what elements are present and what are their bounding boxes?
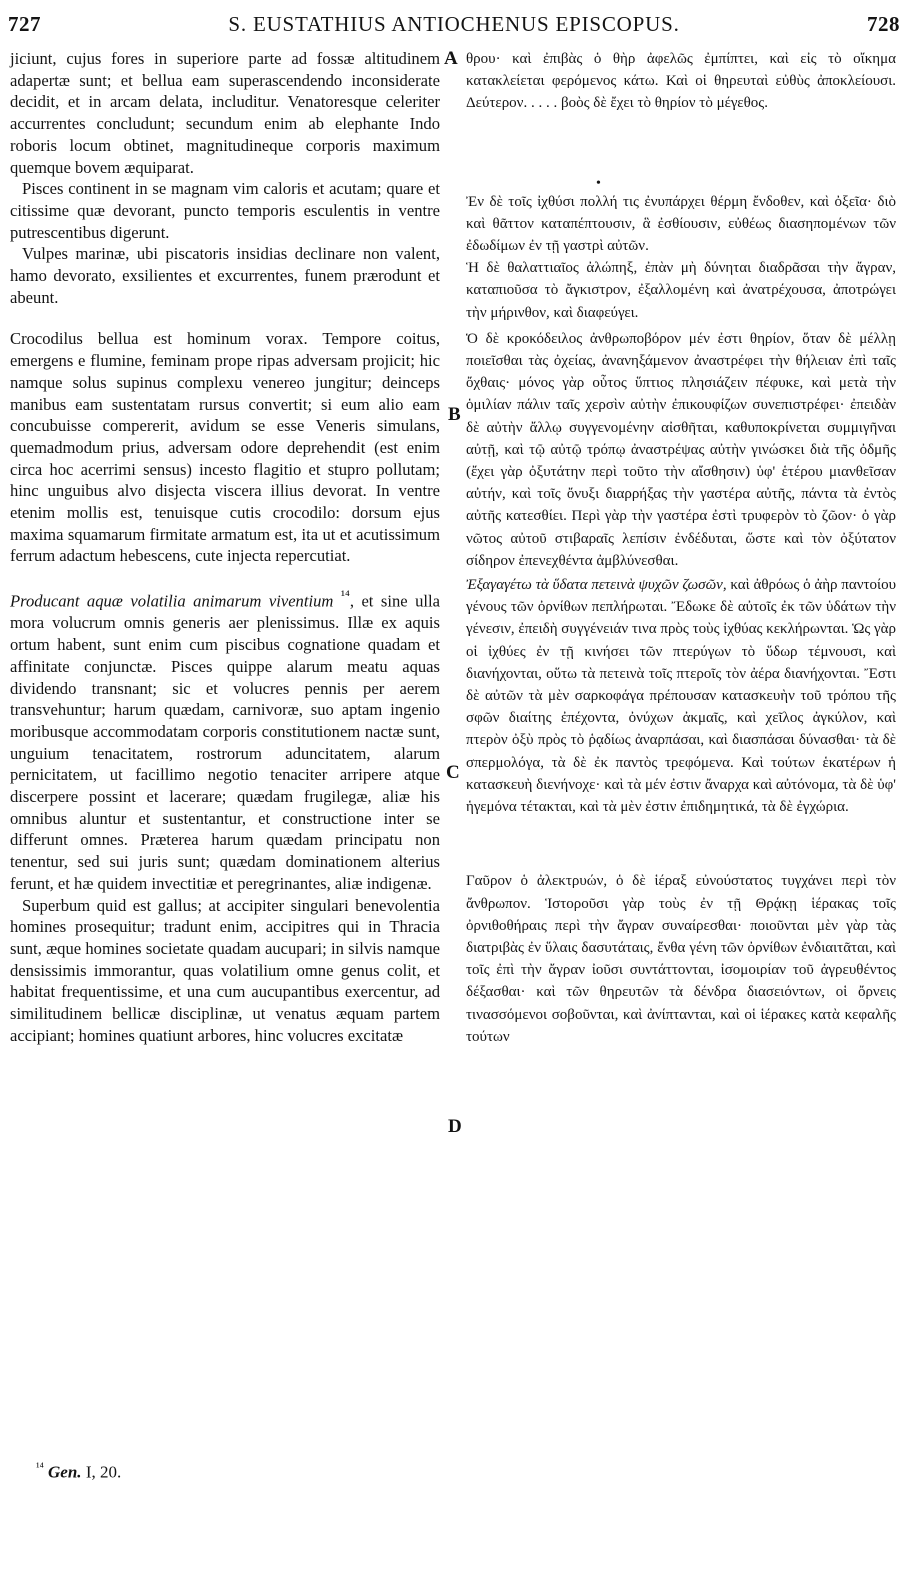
greek-paragraph-crocodile: Ὁ δὲ κροκόδειλος ἀνθρωποβόρον μέν ἐστι θηρίον, ὅταν δὲ μέλλῃ ποιεῖσθαι τὰς ὀχείας, ἀνανηξάμενον ἀναστρέφει τὴν θήλειαν ἐπὶ ταῖς ὄχθαις· μόνος γὰρ οὗτος ὕπτιος πλησιάζειν πέφυκε, καὶ μετὰ τὴν ὁμιλίαν πάλιν ταῖς χερσὶν αὐτὴν ἐπικουφίζων συνεπιστρέφει· ἐπειδὰν δὲ αὐτὴν ἄλλῳ συγγενομένην αἰσθῆται, καθυποκρίνεται συμμιγῆναι αὐτῇ, καὶ τῷ αὐτῷ τρόπῳ ἀναστρέψας αὐτὴν γινώσκει διὰ τῆς ὀδμῆς (ἔχει γὰρ ὀξυτάτην περὶ τοῦτο τὴν αἴσθησιν) ὑφ' ἑτέρου μιανθεῖσαν αὐτήν, καὶ τοῖς ὄνυξι διαρρήξας τὴν γαστέρα αὐτῆς, πάντα τὰ ἐντὸς αὐτῆς κατεσθίει. Περὶ γὰρ τὴν γαστέρα ἐστὶ τρυφερὸν τὸ ζῶον· ὁ γὰρ νῶτος αὐτοῦ στιβαραῖς λεπίσιν ἐνδέδυται, ὥστε καὶ τὸν ὀξύτατον σίδηρον ἐπενεχθέντα ἀμβλύνεσθαι.	[466, 330, 896, 569]
greek-paragraph-hawk: Γαῦρον ὁ ἀλεκτρυών, ὁ δὲ ἱέραξ εὐνούστατος τυγχάνει περὶ τὸν ἄνθρωπον. Ἱστοροῦσι γὰρ τοὺς ἐν τῇ Θρᾴκῃ ἱέρακας τοῖς ὀρνιθοθήραις περὶ τὴν ἄγραν συναίρεσθαι· ποιοῦνται μὲν γὰρ τὰς διατριβὰς ἐν ὕλαις δασυτάταις, ἔνθα γένη τῶν ὀρνίθων ἐνδιαιτᾶται, καὶ τοῖς ἐπὶ τὴν ἄγραν ἰοῦσι συντάττονται, ἰσομοιρίαν τοῦ ἀγρευθέντος δέξασθαι· καὶ τῶν θηρευτῶν τὰ δένδρα διασειόντων, οἱ ὄρνεις τινασσόμενοι σοβοῦνται, καὶ ἀνίπτανται, καὶ οἱ ἱέρακες κατὰ κεφαλῆς τούτων	[466, 873, 896, 1045]
latin-paragraph-fish: Pisces continent in se magnam vim caloris et acutam; quare et citissime quæ devorant, puncto temporis esculentis in ventre putrescentibus digerunt.	[10, 179, 440, 242]
greek-paragraph-birds	[466, 574, 896, 818]
page-number-left: 727	[8, 12, 41, 36]
latin-paragraph-birds	[10, 585, 440, 894]
ornament-dot: •	[596, 176, 601, 191]
latin-paragraph-elephant: jiciunt, cujus fores in superiore parte ad fossæ altitudinem adapertæ sunt; et bellua eam superascendendo inconsiderate decidit, et in arcam delata, includitur. Venatoresque celeriter accurrentes concludunt; secundum enim ab elephante Indo roboris locum obtinet, magnitudineque corporis maximum quemque bovem æquiparat.	[10, 49, 440, 177]
section-marker-d: D	[448, 1116, 462, 1137]
page-number-right: 728	[867, 12, 900, 36]
greek-paragraph-elephant: θρου· καὶ ἐπιβὰς ὁ θὴρ ἀφελῶς ἐμπίπτει, καὶ εἰς τὸ οἴκημα κατακλείεται φερόμενος κάτω. Καὶ οἱ θηρευταὶ εὐθὺς ἀποκλείουσι. Δεύτερον. . . . . βοὸς δὲ ἔχει τὸ θηρίον τὸ μέγεθος.	[466, 51, 896, 112]
greek-birds-text: καὶ ἀθρόως ὁ ἀὴρ παντοίου γένους τῶν ὀρνίθων πεπλήρωται. Ἔδωκε δὲ αὐτοῖς ἐκ τῶν ὑδάτων τὴν γένεσιν, ἐπειδὴ συγγένειάν τινα πρὸς τοὺς ἰχθύας κεκλήρωνται. Ὡς γὰρ οἱ ἰχθύες ἐν τῇ κινήσει τῶν πτερύγων τὸ ὕδωρ τέμνουσι, καὶ διανήχονται, οὕτω τὰ πετεινὰ τοῖς πτεροῖς τὸν ἀέρα διανήχονται. Ἔστι δὲ αὐτῶν τὰ μὲν σαρκοφάγα πρέπουσαν κατασκευὴν τοῦ τρόπου τῆς σφῶν διαίτης ἐπέχοντα, ὀνύχων ἀκμαῖς, καὶ χεῖλος ἀγκύλον, καὶ πτερὸν ὀξὺ πρὸς τὸ ῥᾳδίως ἀναρπάσαι, καὶ διασπάσαι δύνασθαι· τὰ δὲ σπερμολόγα, τὰ δὲ ἐκ παντὸς τρεφόμενα. Καὶ τούτων ἑκατέρων ἡ κατασκευὴ διενήνοχε· καὶ τὰ μέν ἐστιν ἄναρχα καὶ αὐτόνομα, τὰ δὲ ὑφ' ἡγεμόνα τέτακται, καὶ τὰ μὲν ἐστιν ἐπιδημητικά, τὰ δὲ ἐγχώρια.	[466, 577, 897, 816]
running-title: S. EUSTATHIUS ANTIOCHENUS EPISCOPUS.	[228, 12, 680, 36]
latin-birds-text: , et sine ulla mora volucrum omnis generis aer plenissimus. Illæ ex aquis ortum habent, sunt enim cum piscibus cognatione quadam et affinitate conjunctæ. Pisces quippe alarum meatu aquas dividendo transnant; sic et volucres pennis per aerem transvehuntur; harum quædam, carnivoræ, suo aptam ingenio moribusque accommodatam corporis constitutionem nactæ sunt, unguium tenacitatem, rostrorum aduncitatem, alarum pernicitatem, ut facillimo negotio tenaciter arripere atque discerpere possint et lacerare; quædam frugilegæ, aliæ his omnibus aluntur et sustentantur, et constructione inter se differunt omnes. Præterea harum quædam principatu non tenentur, sed sui juris sunt; quædam dominationem alterius ferunt, et hæ quidem invectitiæ et peregrinantes, aliæ indigenæ.	[10, 591, 440, 893]
latin-paragraph-crocodile: Crocodilus bellua est hominum vorax. Tempore coitus, emergens e flumine, feminam prope ripas adversam projicit; hic namque solus supinus complexu venereo jungitur; deinceps manibus eam sustentatam rursus convertit; si eum alio eam concubuisse compererit, avidum se esse Veneris simulans, quemadmodum prius, adversam odore deprehendit (est enim circa hoc acerrimi sensus) incesto flagitio et stupro pollutam; hinc unguibus alvo disjecta viscera illius devorat. In ventre etenim mollis est, tenuisque cutis crocodilo: dorsum ejus maxima squamarum firmitate armatum est, ita ut et acutissimum ferrum adactum hebescens, cute injecta repercutiat.	[10, 329, 440, 566]
latin-scripture-quote: Producant aquæ volatilia animarum viventium	[10, 591, 334, 611]
footnote-reference: ¹⁴	[340, 588, 350, 604]
footnote-location: I, 20.	[85, 1462, 122, 1482]
latin-column	[10, 48, 440, 1046]
greek-scripture-quote: Ἐξαγαγέτω τὰ ὕδατα πετεινὰ ψυχῶν ζωσῶν,	[466, 577, 727, 594]
section-marker-c: C	[446, 762, 460, 783]
footnote-book: Gen.	[48, 1462, 82, 1482]
greek-paragraph-fox: Ἡ δὲ θαλαττιαῖος ἀλώπηξ, ἐπὰν μὴ δύνηται διαδρᾶσαι τὴν ἄγραν, καταπιοῦσα τὸ ἄγκιστρον, ἐξαλλομένη καὶ ἀνατρέχουσα, ἀποτρώγει τὴν μήρινθον, καὶ διαφεύγει.	[466, 260, 896, 321]
latin-paragraph-hawk: Superbum quid est gallus; at accipiter singulari benevolentia homines prosequitur; tradunt enim, accipitres qui in Thracia sunt, æque homines societate quadam aucupari; in silvis namque densissimis immorantur, quas volatilium omne genus colit, et habitat frequentissime, et una cum aucupantibus exercentur, ad similitudinem bellicæ disciplinæ, ut venatus æquam partem accipiant; homines quatiunt arbores, hinc volucres excitatæ	[10, 895, 440, 1045]
page-header	[8, 12, 900, 42]
section-marker-a: A	[444, 48, 458, 69]
footnote-number: ¹⁴	[36, 1460, 44, 1474]
latin-paragraph-fox: Vulpes marinæ, ubi piscatoris insidias declinare non valent, hamo devorato, exsilientes et excurrentes, funem prærodunt et abeunt.	[10, 244, 440, 307]
greek-column	[466, 48, 896, 1048]
section-marker-b: B	[448, 404, 461, 425]
footnote	[36, 1460, 121, 1483]
greek-paragraph-fish: Ἐν δὲ τοῖς ἰχθύσι πολλή τις ἐνυπάρχει θέρμη ἔνδοθεν, καὶ ὀξεῖα· διὸ καὶ θᾶττον καταπέπτουσιν, ἃ ἐσθίουσιν, εὐθέως διασηπομένων τῶν ἐδωδίμων ἐν τῇ γαστρὶ αὐτῶν.	[466, 193, 896, 255]
